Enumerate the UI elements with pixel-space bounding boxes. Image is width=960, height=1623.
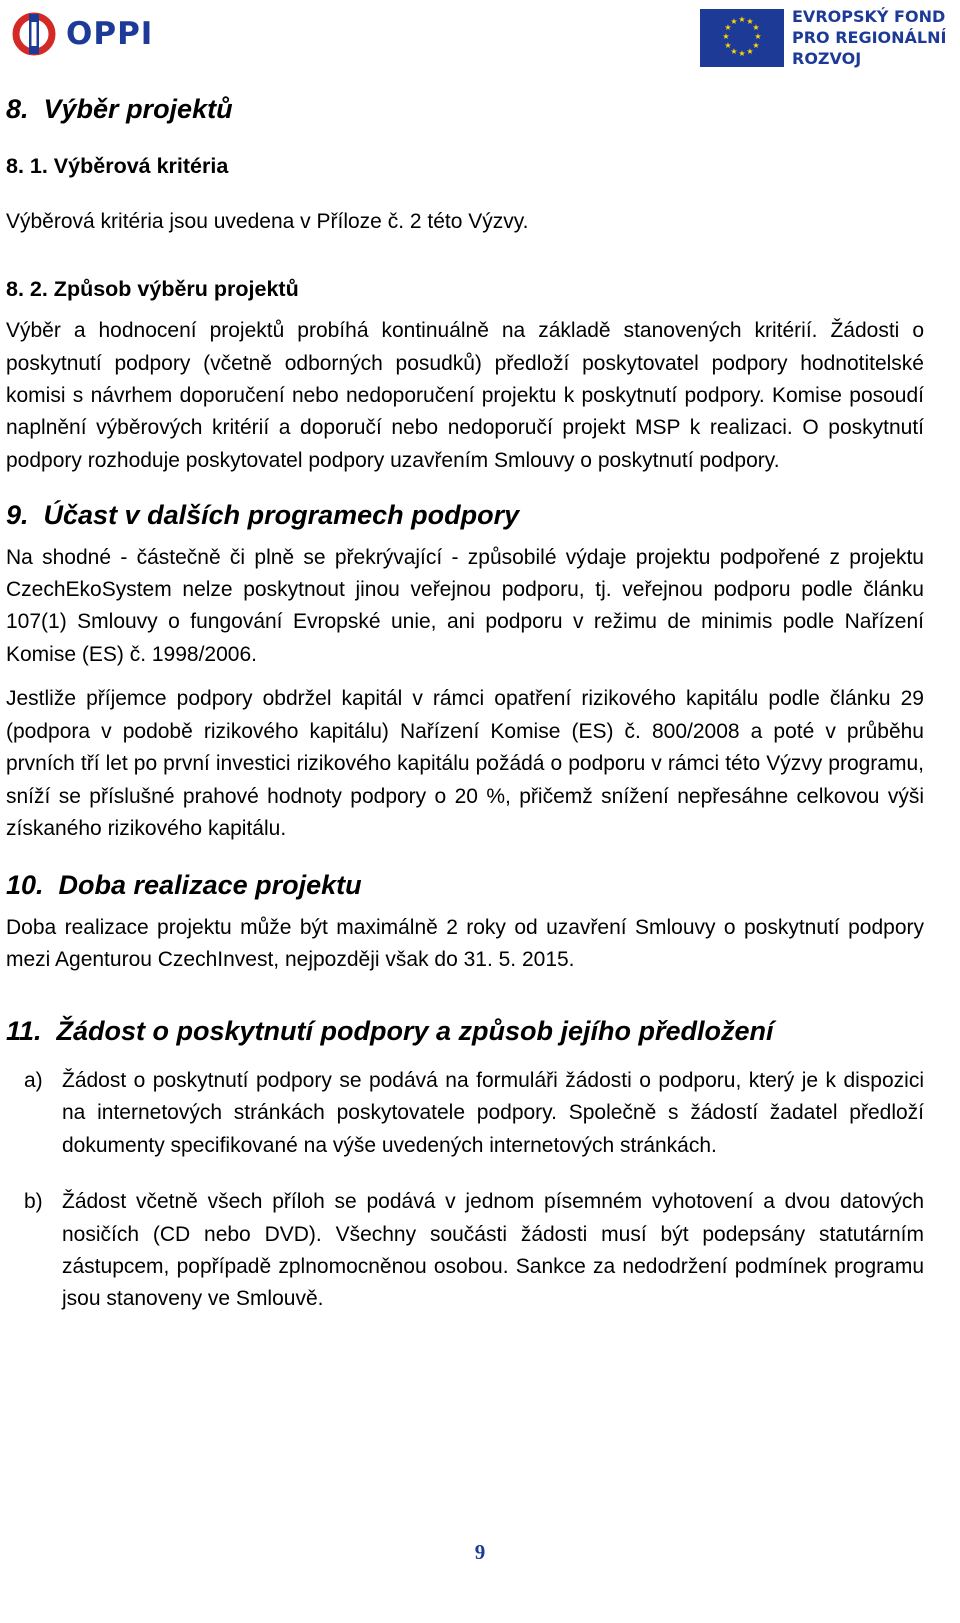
section-8-2-text: Výběr a hodnocení projektů probíhá kontinuálně na základě stanovených kritérií. Žádosti o poskytnutí podpory (včetně odborných posudků) předloží poskytovatel podpory hodnotitelské komisi s návrhem doporučení nebo nedoporučení projektu k poskytnutí podpory. Komise posoudí naplnění výběrových kritérií a doporučí nebo nedoporučí projekt MSP k realizaci. O poskytnutí podpory rozhoduje poskytovatel podpory uzavřením Smlouvy o poskytnutí podpory.	[6, 319, 924, 472]
svg-text:★: ★	[730, 46, 738, 56]
eu-logo-line-1: EVROPSKÝ FOND	[792, 7, 946, 26]
svg-text:★: ★	[730, 16, 738, 26]
page-header	[0, 0, 960, 80]
list-item-label: b)	[24, 1190, 43, 1214]
section-8-1-text: Výběrová kritéria jsou uvedena v Příloze č. 2 této Výzvy.	[6, 210, 529, 234]
section-8-2-heading: 8. 2. Způsob výběru projektů	[6, 276, 299, 301]
section-9-paragraph-2: Jestliže příjemce podpory obdržel kapitál v rámci opatření rizikového kapitálu podle článku 29 (podpora v podobě rizikového kapitálu) Nařízení Komise (ES) č. 800/2008 a poté v průběhu prvních tří let po první investici rizikového kapitálu požádá o podporu v rámci této Výzvy programu, sníží se příslušné prahové hodnoty podpory o 20 %, přičemž snížení nepřesáhne celkovou výši získaného rizikového kapitálu.	[6, 687, 924, 840]
svg-text:★: ★	[724, 22, 732, 32]
eu-logo-line-2: PRO REGIONÁLNÍ	[792, 28, 947, 47]
oppi-symbol-icon	[12, 12, 56, 56]
svg-text:★: ★	[738, 48, 746, 58]
eu-logo-line-3: ROZVOJ	[792, 49, 862, 68]
page-number: 9	[474, 1540, 486, 1564]
svg-text:★: ★	[746, 46, 754, 56]
section-9-paragraph-1: Na shodné - částečně či plně se překrývající - způsobilé výdaje projektu podpořené z projektu CzechEkoSystem nelze poskytnout jinou veřejnou podporu, tj. veřejnou podporu podle článku 107(1) Smlouvy o fungování Evropské unie, ani podporu v režimu de minimis podle Nařízení Komise (ES) č. 1998/2006.	[6, 545, 924, 666]
list-item-text: Žádost o poskytnutí podpory se podává na formuláři žádosti o podporu, který je k dispozici na internetových stránkách poskytovatele podpory. Společně s žádostí žadatel předloží dokumenty specifikované na výše uvedených internetových stránkách.	[62, 1068, 924, 1157]
oppi-logo	[12, 12, 153, 56]
eu-fund-logo	[700, 6, 946, 69]
svg-text:★: ★	[746, 16, 754, 26]
section-8-1-heading: 8. 1. Výběrová kritéria	[6, 154, 229, 178]
svg-text:★: ★	[752, 22, 760, 32]
document-body	[6, 86, 924, 1316]
svg-text:★: ★	[722, 31, 730, 41]
section-11-heading: 11. Žádost o poskytnutí podpory a způsob jejího předložení	[6, 1015, 774, 1046]
svg-text:★: ★	[724, 40, 732, 50]
svg-text:★: ★	[754, 31, 762, 41]
section-8-heading: 8. Výběr projektů	[6, 93, 233, 124]
section-9-heading: 9. Účast v dalších programech podpory	[6, 500, 520, 531]
list-item-b	[6, 1186, 924, 1316]
eu-flag-icon	[700, 9, 784, 67]
eu-logo-text	[792, 6, 946, 69]
svg-text:★: ★	[738, 14, 746, 24]
section-10-heading: 10. Doba realizace projektu	[6, 870, 362, 901]
section-10-text: Doba realizace projektu může být maximálně 2 roky od uzavření Smlouvy o poskytnutí podpory mezi Agenturou CzechInvest, nejpozději však do 31. 5. 2015.	[6, 915, 924, 972]
list-item-label: a)	[24, 1068, 43, 1092]
list-item-a	[6, 1065, 924, 1162]
svg-text:★: ★	[752, 40, 760, 50]
list-item-text: Žádost včetně všech příloh se podává v jednom písemném vyhotovení a dvou datových nosičích (CD nebo DVD). Všechny součásti žádosti musí být podepsány statutárním zástupcem, popřípadě zplnomocněnou osobou. Sankce za nedodržení podmínek programu jsou stanoveny ve Smlouvě.	[62, 1190, 924, 1311]
oppi-logo-text: OPPI	[66, 16, 154, 52]
